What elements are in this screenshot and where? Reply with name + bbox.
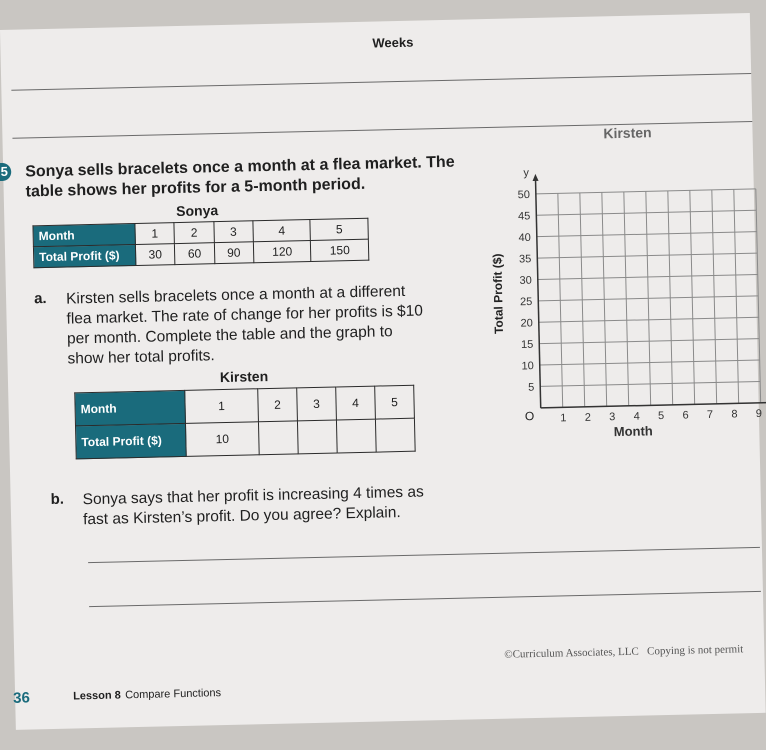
kirsten-profit-header: Total Profit ($) [76, 423, 187, 458]
graph-title: Kirsten [603, 124, 652, 142]
y-tick-label: 15 [520, 338, 534, 352]
part-a-line-3: per month. Complete the table and the graph to [66, 323, 393, 348]
part-a-line-1: Kirsten sells bracelets once a month at a different [65, 282, 406, 308]
x-tick-label: 7 [706, 408, 714, 422]
kirsten-month-cell: 5 [375, 385, 415, 419]
kirsten-profit-cell: 10 [185, 422, 259, 457]
sonya-table [32, 218, 369, 269]
x-tick-label: 5 [657, 410, 665, 423]
copyright: ©Curriculum Associates, LLC Copying is not permit [504, 643, 744, 661]
x-tick-label: 3 [609, 411, 616, 424]
sonya-profit-header: Total Profit ($) [33, 244, 135, 267]
kirsten-table [74, 385, 415, 460]
y-tick-label: 50 [517, 189, 531, 202]
x-tick-label: 4 [633, 410, 640, 423]
sonya-profit-cell: 120 [253, 241, 311, 263]
y-tick-label: 30 [519, 274, 532, 287]
kirsten-table-title: Kirsten [219, 368, 269, 386]
page-number: 36 [12, 689, 31, 707]
part-b-label: b. [50, 490, 65, 508]
sonya-profit-cell: 90 [214, 242, 254, 264]
y-tick-label: 5 [527, 381, 535, 394]
kirsten-month-cell: 4 [336, 386, 376, 420]
kirsten-month-header: Month [75, 390, 186, 425]
sonya-profit-cell: 30 [135, 244, 175, 266]
y-axis-letter: y [523, 167, 530, 180]
kirsten-month-cell: 1 [185, 389, 259, 424]
y-axis-line [535, 178, 540, 408]
kirsten-profit-row [76, 418, 416, 459]
sonya-profit-cell: 150 [311, 239, 369, 261]
problem-number: 5 [0, 163, 11, 181]
problem-line-1: Sonya sells bracelets once a month at a flea market. The [25, 153, 455, 181]
sonya-month-cell: 5 [310, 218, 368, 240]
answer-line-top-1 [11, 73, 751, 91]
part-b-line-2: fast as Kirsten’s profit. Do you agree? Explain. [82, 504, 401, 529]
problem-line-2: table shows her profits for a 5-month period. [25, 175, 366, 201]
y-tick-label: 25 [519, 295, 533, 309]
kirsten-profit-cell[interactable] [297, 420, 337, 454]
x-tick-label: 1 [560, 412, 567, 425]
x-axis-title: Month [613, 423, 653, 440]
sonya-month-cell: 4 [253, 220, 311, 242]
x-tick-label: 2 [584, 411, 592, 424]
sonya-profit-cell: 60 [175, 243, 215, 265]
answer-line-b-1[interactable] [88, 547, 760, 563]
kirsten-month-cell: 2 [258, 388, 298, 422]
weeks-label: Weeks [372, 34, 414, 51]
kirsten-profit-cell[interactable] [375, 418, 415, 452]
y-tick-label: 20 [520, 317, 533, 330]
graph-grid [517, 161, 766, 425]
workbook-page [0, 13, 766, 730]
part-a-line-4: show her total profits. [67, 347, 215, 368]
y-tick-label: 40 [518, 231, 531, 245]
sonya-month-cell: 2 [174, 222, 214, 244]
lesson-title: Compare Functions [124, 687, 222, 702]
part-a-line-2: flea market. The rate of change for her profits is $10 [66, 302, 424, 328]
y-axis-arrow [532, 174, 538, 181]
answer-line-b-2[interactable] [89, 591, 761, 607]
y-tick-label: 10 [521, 360, 534, 373]
kirsten-month-cell: 3 [297, 387, 337, 421]
kirsten-profit-cell[interactable] [336, 419, 376, 453]
y-tick-label: 45 [517, 210, 531, 223]
part-b-line-1: Sonya says that her profit is increasing 4 times as [82, 483, 424, 509]
origin-label: O [524, 408, 535, 424]
sonya-month-cell: 1 [135, 223, 175, 245]
sonya-month-cell: 3 [213, 221, 253, 243]
kirsten-profit-cell[interactable] [258, 421, 298, 455]
sonya-month-header: Month [33, 223, 135, 246]
x-tick-label: 8 [731, 408, 738, 421]
y-tick-label: 35 [518, 253, 532, 266]
lesson-label: Lesson 8 [73, 689, 121, 703]
x-axis-line [541, 402, 766, 407]
sonya-table-title: Sonya [175, 202, 219, 220]
part-a-label: a. [33, 290, 47, 308]
kirsten-graph[interactable] [482, 123, 763, 459]
y-axis-title: Total Profit ($) [490, 253, 507, 335]
x-tick-label: 6 [682, 409, 689, 422]
x-tick-label: 9 [755, 407, 763, 420]
